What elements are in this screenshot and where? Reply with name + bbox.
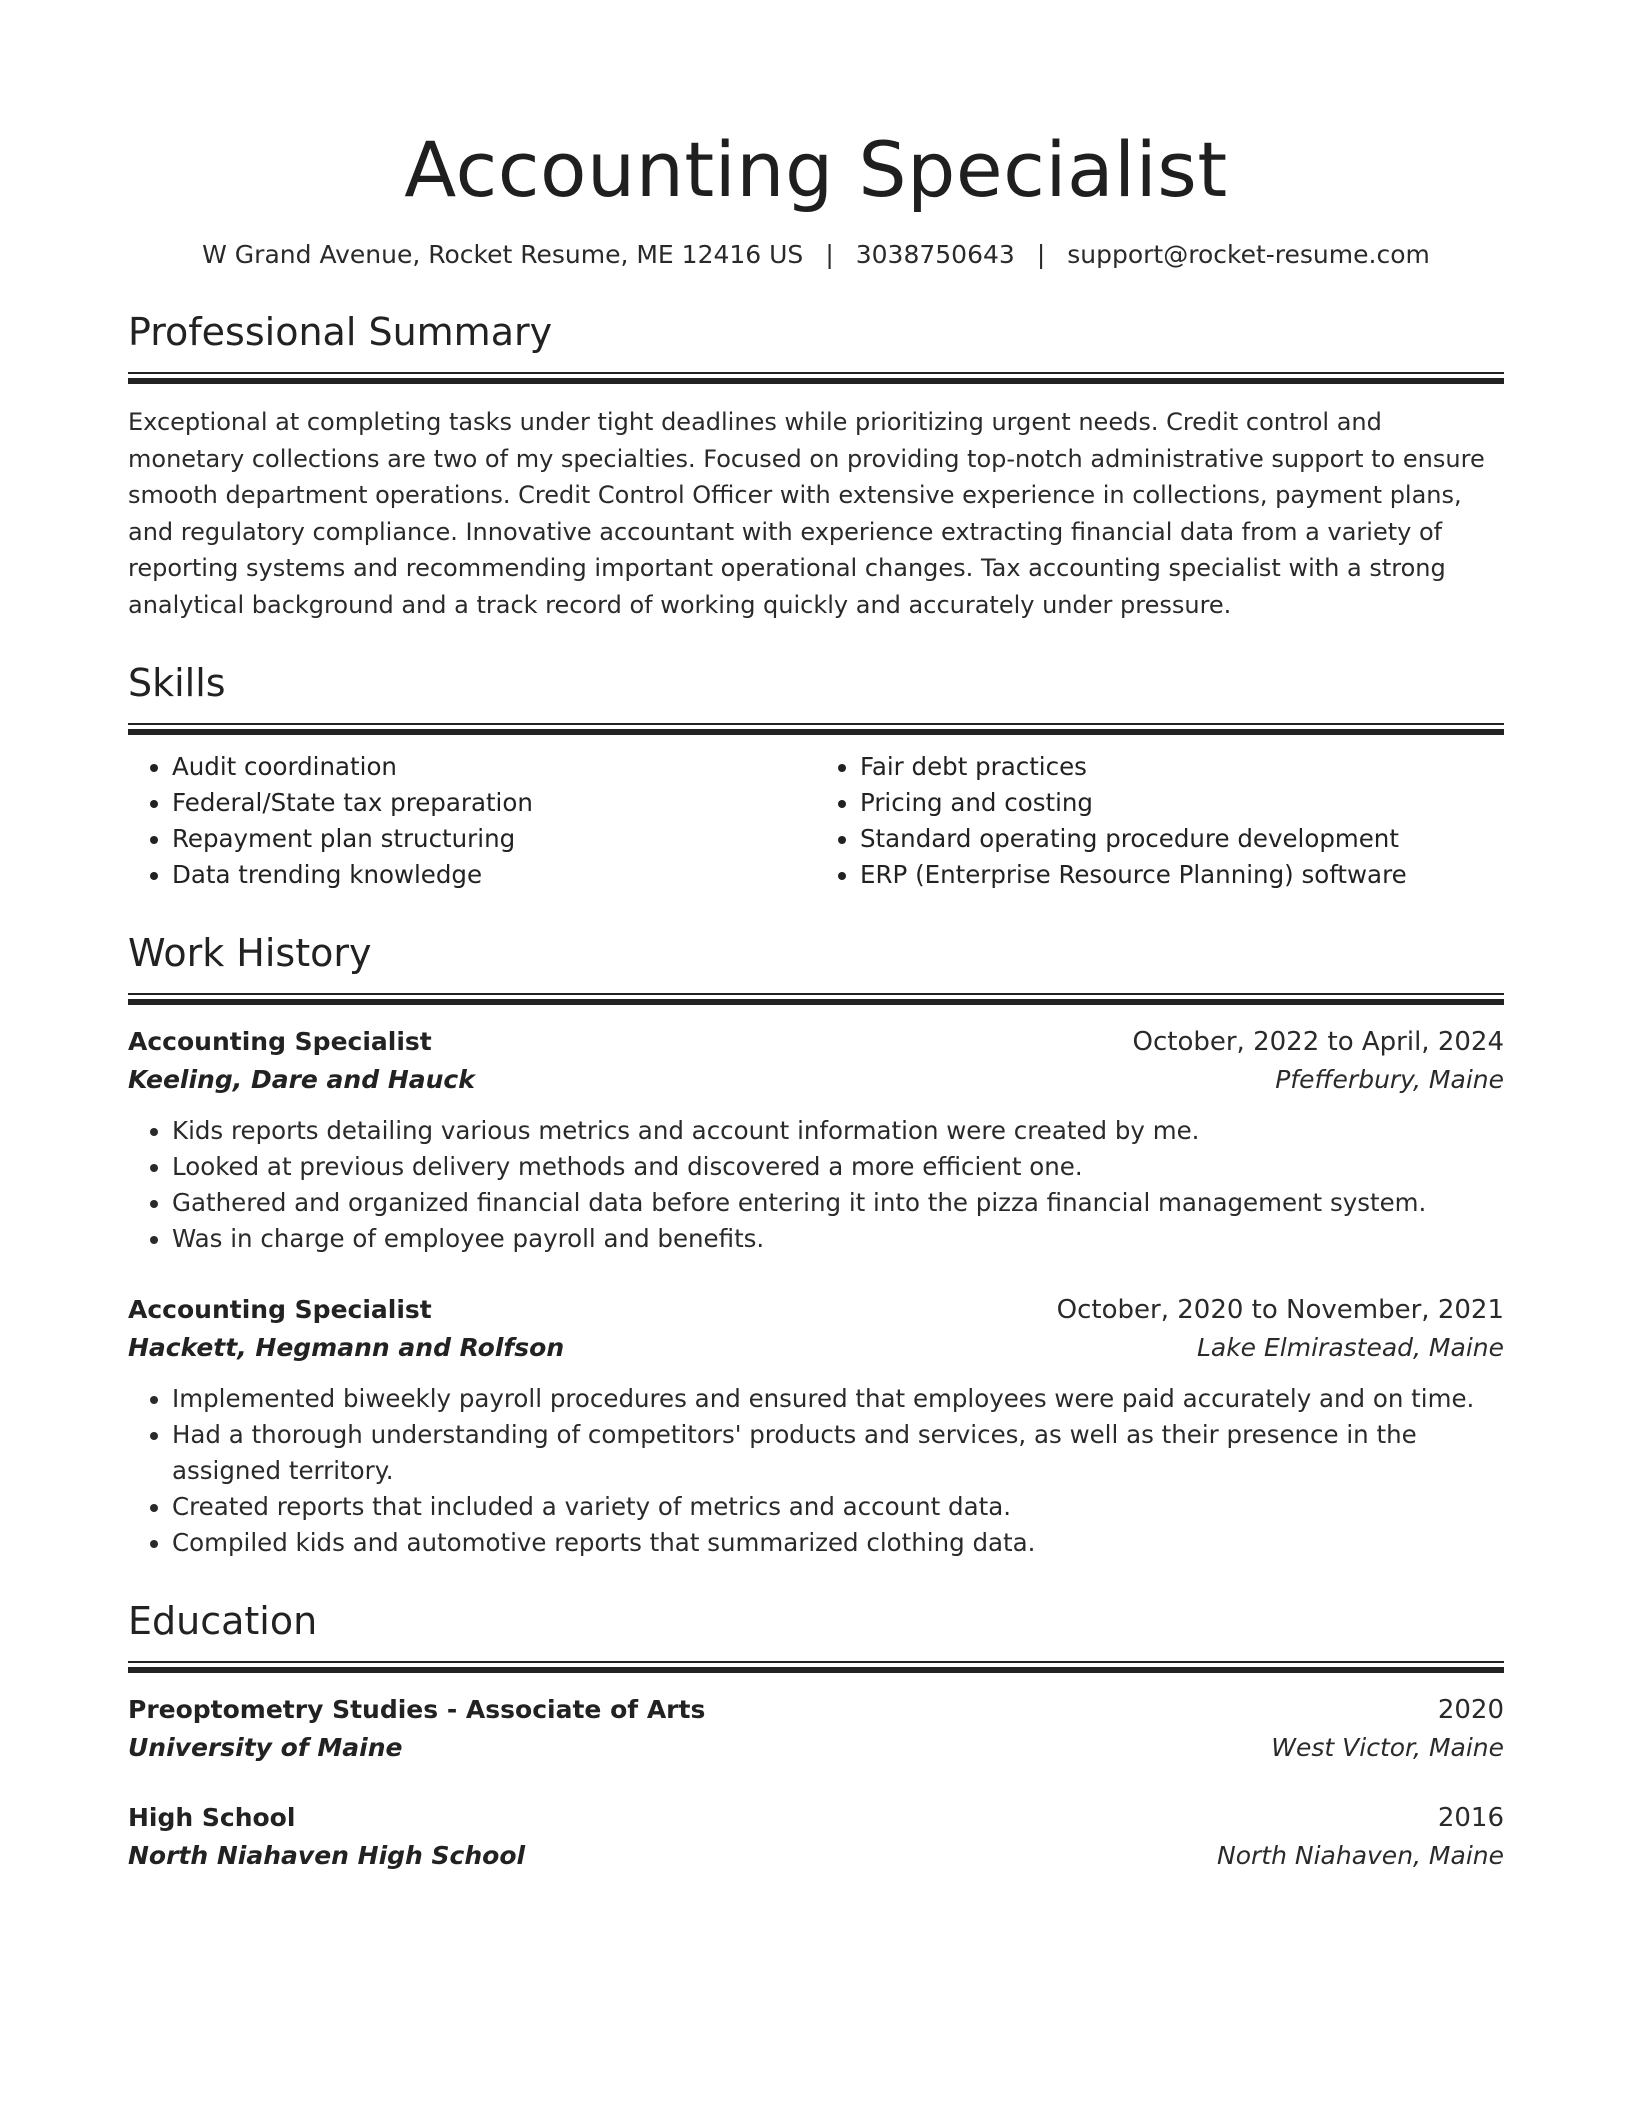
job-bullet: • Implemented biweekly payroll procedures and ensured that employees were paid accurately and on time. <box>172 1381 1504 1417</box>
education-location: West Victor, Maine <box>1271 1733 1504 1762</box>
contact-phone: 3038750643 <box>855 240 1015 269</box>
education-header-row <box>128 1691 1504 1729</box>
job-bullet: • Created reports that included a variety of metrics and account data. <box>172 1489 1504 1525</box>
section-divider <box>128 372 1504 382</box>
job-title: Accounting Specialist <box>128 1295 432 1324</box>
resume-name: Accounting Specialist <box>404 125 1228 214</box>
skill-item: • Federal/State tax preparation <box>172 785 816 821</box>
job-dates: October, 2020 to November, 2021 <box>1056 1295 1504 1325</box>
section-title-work-history: Work History <box>128 931 372 975</box>
section-title-education: Education <box>128 1599 318 1643</box>
job-employer-row <box>128 1329 1504 1367</box>
job-entry <box>128 1291 1504 1561</box>
summary-text: Exceptional at completing tasks under tight deadlines while prioritizing urgent needs. Credit control and monetary collections are two of my specialties. Focused on providing top-notch administrative support to ensure smooth department operations. Credit Control Officer with extensive experience in collections, payment plans, and regulatory compliance. Innovative accountant with experience extracting financial data from a variety of reporting systems and recommending important operational changes. Tax accounting specialist with a strong analytical background and a track record of working quickly and accurately under pressure. <box>128 408 1485 619</box>
education-section <box>128 1597 1504 1875</box>
skills-columns <box>128 749 1504 893</box>
contact-address: W Grand Avenue, Rocket Resume, ME 12416 US <box>202 240 804 269</box>
job-entry <box>128 1023 1504 1257</box>
job-title: Accounting Specialist <box>128 1027 432 1056</box>
education-school-row <box>128 1729 1504 1767</box>
job-location: Lake Elmirastead, Maine <box>1196 1333 1504 1362</box>
education-school: North Niahaven High School <box>128 1841 526 1870</box>
job-header-row <box>128 1023 1504 1061</box>
skills-list-left <box>128 749 816 893</box>
job-bullet: • Kids reports detailing various metrics and account information were created by me. <box>172 1113 1504 1149</box>
skill-item: • Audit coordination <box>172 749 816 785</box>
skill-item: • Repayment plan structuring <box>172 821 816 857</box>
skill-item: • Standard operating procedure development <box>860 821 1504 857</box>
education-year: 2020 <box>1437 1695 1504 1725</box>
job-employer: Hackett, Hegmann and Rolfson <box>128 1333 565 1362</box>
job-employer-row <box>128 1061 1504 1099</box>
section-title-summary: Professional Summary <box>128 310 553 354</box>
job-bullet: • Compiled kids and automotive reports that summarized clothing data. <box>172 1525 1504 1561</box>
education-degree: Preoptometry Studies - Associate of Arts <box>128 1695 706 1724</box>
education-location: North Niahaven, Maine <box>1217 1841 1504 1870</box>
section-divider <box>128 993 1504 1003</box>
education-degree: High School <box>128 1803 296 1832</box>
job-location: Pfefferbury, Maine <box>1275 1065 1504 1094</box>
education-school-row <box>128 1837 1504 1875</box>
job-bullet: • Had a thorough understanding of competitors' products and services, as well as their presence in the assigned territory. <box>172 1417 1504 1489</box>
skills-list-right <box>816 749 1504 893</box>
job-bullets <box>128 1381 1504 1561</box>
section-title-skills: Skills <box>128 661 226 705</box>
job-header-row <box>128 1291 1504 1329</box>
skill-item: • Data trending knowledge <box>172 857 816 893</box>
skill-item: • ERP (Enterprise Resource Planning) software <box>860 857 1504 893</box>
education-school: University of Maine <box>128 1733 403 1762</box>
skills-section <box>128 659 1504 893</box>
education-header-row <box>128 1799 1504 1837</box>
job-bullet: • Gathered and organized financial data before entering it into the pizza financial management system. <box>172 1185 1504 1221</box>
section-divider <box>128 723 1504 733</box>
skill-item: • Fair debt practices <box>860 749 1504 785</box>
job-bullet: • Looked at previous delivery methods and discovered a more efficient one. <box>172 1149 1504 1185</box>
contact-email: support@rocket-resume.com <box>1067 240 1430 269</box>
contact-separator: | <box>825 240 834 269</box>
contact-line <box>128 238 1504 272</box>
skill-item: • Pricing and costing <box>860 785 1504 821</box>
summary-section <box>128 308 1504 623</box>
job-dates: October, 2022 to April, 2024 <box>1132 1027 1504 1057</box>
education-year: 2016 <box>1437 1803 1504 1833</box>
section-divider <box>128 1661 1504 1671</box>
job-bullets <box>128 1113 1504 1257</box>
job-bullet: • Was in charge of employee payroll and benefits. <box>172 1221 1504 1257</box>
job-employer: Keeling, Dare and Hauck <box>128 1065 475 1094</box>
education-entry <box>128 1691 1504 1767</box>
work-history-section <box>128 929 1504 1561</box>
contact-separator: | <box>1036 240 1046 269</box>
education-entry <box>128 1799 1504 1875</box>
